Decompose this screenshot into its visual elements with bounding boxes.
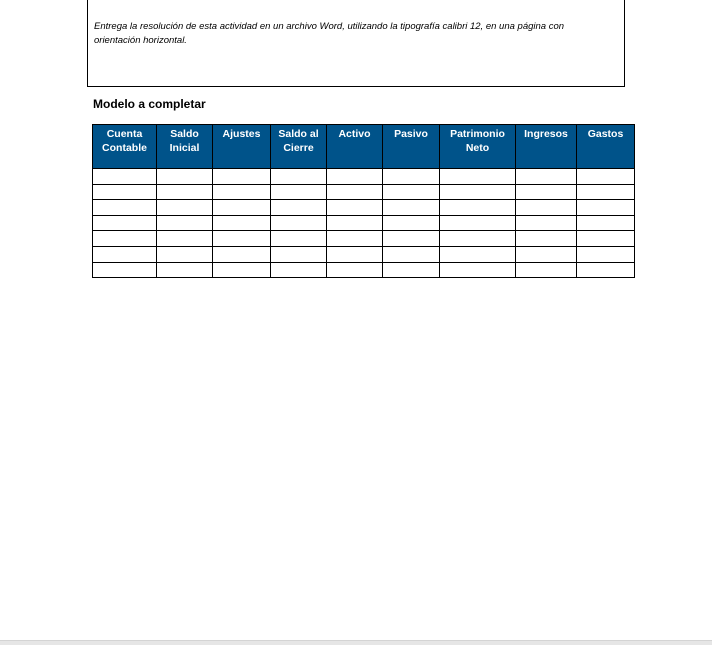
section-title: Modelo a completar (93, 97, 206, 111)
table-cell[interactable] (213, 231, 271, 247)
table-cell[interactable] (440, 184, 516, 200)
table-cell[interactable] (93, 246, 157, 262)
table-cell[interactable] (577, 231, 635, 247)
table-cell[interactable] (440, 231, 516, 247)
header-gastos: Gastos (577, 125, 635, 169)
table-cell[interactable] (327, 231, 383, 247)
table-cell[interactable] (383, 246, 440, 262)
table-cell[interactable] (157, 262, 213, 278)
table-cell[interactable] (440, 215, 516, 231)
table-cell[interactable] (157, 200, 213, 216)
table-cell[interactable] (383, 231, 440, 247)
table-cell[interactable] (157, 215, 213, 231)
table-cell[interactable] (271, 246, 327, 262)
table-cell[interactable] (93, 200, 157, 216)
table-cell[interactable] (213, 262, 271, 278)
table-cell[interactable] (577, 262, 635, 278)
table-cell[interactable] (383, 200, 440, 216)
table-cell[interactable] (157, 169, 213, 185)
table-cell[interactable] (440, 262, 516, 278)
table-cell[interactable] (327, 215, 383, 231)
table-cell[interactable] (271, 231, 327, 247)
header-ingresos: Ingresos (516, 125, 577, 169)
table-row (93, 169, 635, 185)
table-cell[interactable] (213, 200, 271, 216)
table-row (93, 231, 635, 247)
table-cell[interactable] (383, 262, 440, 278)
table-cell[interactable] (516, 200, 577, 216)
table-cell[interactable] (157, 184, 213, 200)
header-patrimonio-neto: Patrimonio Neto (440, 125, 516, 169)
table-body (93, 169, 635, 278)
header-ajustes: Ajustes (213, 125, 271, 169)
table-cell[interactable] (271, 215, 327, 231)
header-cuenta-contable: Cuenta Contable (93, 125, 157, 169)
header-pasivo: Pasivo (383, 125, 440, 169)
table-cell[interactable] (93, 262, 157, 278)
table-cell[interactable] (271, 169, 327, 185)
table-cell[interactable] (271, 262, 327, 278)
table-cell[interactable] (577, 246, 635, 262)
instruction-box (87, 0, 625, 87)
table-cell[interactable] (440, 169, 516, 185)
table-cell[interactable] (93, 231, 157, 247)
table-cell[interactable] (213, 246, 271, 262)
table-cell[interactable] (157, 231, 213, 247)
table-cell[interactable] (577, 200, 635, 216)
table-cell[interactable] (516, 262, 577, 278)
table-cell[interactable] (157, 246, 213, 262)
instruction-text (94, 20, 618, 48)
table-cell[interactable] (440, 246, 516, 262)
table-cell[interactable] (213, 184, 271, 200)
table-cell[interactable] (516, 215, 577, 231)
table-cell[interactable] (93, 184, 157, 200)
table-cell[interactable] (516, 231, 577, 247)
instruction-line-2: orientación horizontal. (94, 35, 187, 46)
table-row (93, 200, 635, 216)
instruction-line-1: Entrega la resolución de esta actividad en un archivo Word, utilizando la tipografía calibri 12, en una página con (94, 21, 565, 32)
table-cell[interactable] (93, 215, 157, 231)
window-bottom-bar (0, 640, 712, 645)
table-cell[interactable] (577, 215, 635, 231)
table-cell[interactable] (516, 169, 577, 185)
table-cell[interactable] (213, 215, 271, 231)
table-cell[interactable] (516, 184, 577, 200)
table-cell[interactable] (440, 200, 516, 216)
table-cell[interactable] (577, 184, 635, 200)
table-row (93, 246, 635, 262)
table-cell[interactable] (271, 184, 327, 200)
header-activo: Activo (327, 125, 383, 169)
table-cell[interactable] (577, 169, 635, 185)
table-cell[interactable] (383, 184, 440, 200)
table-row (93, 215, 635, 231)
table-row (93, 262, 635, 278)
table-cell[interactable] (271, 200, 327, 216)
table-cell[interactable] (93, 169, 157, 185)
table-cell[interactable] (327, 184, 383, 200)
table-cell[interactable] (516, 246, 577, 262)
table-cell[interactable] (327, 169, 383, 185)
header-saldo-inicial: Saldo Inicial (157, 125, 213, 169)
table-cell[interactable] (213, 169, 271, 185)
table-cell[interactable] (327, 200, 383, 216)
table-header-row (93, 125, 635, 169)
model-table (92, 124, 635, 278)
table-cell[interactable] (327, 246, 383, 262)
table-cell[interactable] (383, 169, 440, 185)
header-saldo-al-cierre: Saldo al Cierre (271, 125, 327, 169)
table-cell[interactable] (327, 262, 383, 278)
table-row (93, 184, 635, 200)
table-cell[interactable] (383, 215, 440, 231)
